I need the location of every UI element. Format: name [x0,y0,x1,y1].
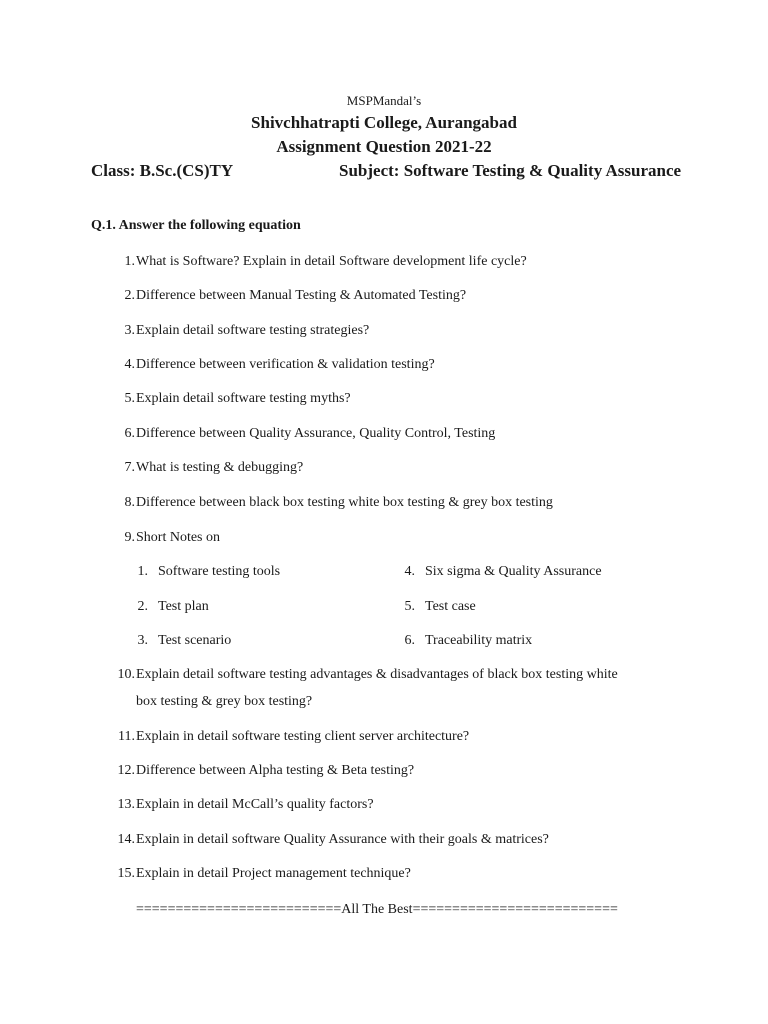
question-number: 10. [117,667,135,682]
short-note-text: Software testing tools [158,564,281,579]
short-note-number: 3. [137,633,148,648]
question-text: Difference between black box testing white box testing & grey box testing [136,495,553,510]
question-text: Difference between verification & validation testing? [136,357,435,372]
short-note-number: 6. [404,633,415,648]
assignment-title: Assignment Question 2021-22 [276,137,492,156]
question-text: Explain in detail Project management technique? [136,866,411,881]
question-number: 9. [124,530,135,545]
question-text: What is Software? Explain in detail Software development life cycle? [136,254,527,269]
question-number: 12. [117,763,135,778]
question-text: Short Notes on [136,530,220,545]
question-number: 8. [124,495,135,510]
short-note-number: 2. [137,599,148,614]
subject-label: Subject: Software Testing & Quality Assurance [339,161,682,180]
question-number: 4. [124,357,135,372]
question-number: 5. [124,391,135,406]
question-number: 3. [124,323,135,338]
class-label: Class: B.Sc.(CS)TY [91,161,234,180]
society-name: MSPMandal’s [346,93,422,108]
short-note-number: 1. [137,564,148,579]
question-number: 6. [124,426,135,441]
question-text: Difference between Quality Assurance, Quality Control, Testing [136,426,496,441]
question-number: 1. [124,254,135,269]
question-text: Difference between Alpha testing & Beta testing? [136,763,415,778]
question-number: 2. [124,288,135,303]
question-number: 7. [124,460,135,475]
question-text: Explain detail software testing advantages & disadvantages of black box testing white [136,667,618,682]
short-note-number: 4. [404,564,415,579]
question-number: 15. [117,866,135,881]
question-number: 11. [118,729,135,744]
question-text-continued: box testing & grey box testing? [136,694,313,709]
question-text: What is testing & debugging? [136,460,304,475]
question-number: 14. [117,832,135,847]
short-note-text: Six sigma & Quality Assurance [425,564,602,579]
short-note-text: Test case [425,599,476,614]
section-title: Q.1. Answer the following equation [91,218,301,233]
college-name: Shivchhatrapti College, Aurangabad [251,113,517,132]
short-note-number: 5. [404,599,415,614]
short-note-text: Traceability matrix [425,633,533,648]
short-note-text: Test plan [158,599,209,614]
closing-line: ==========================All The Best========================== [136,902,618,917]
question-text: Explain in detail McCall’s quality factors? [136,797,374,812]
question-text: Explain in detail software Quality Assurance with their goals & matrices? [136,832,549,847]
short-note-text: Test scenario [158,633,232,648]
question-text: Explain in detail software testing client server architecture? [136,729,470,744]
question-number: 13. [117,797,135,812]
question-text: Difference between Manual Testing & Automated Testing? [136,288,467,303]
question-text: Explain detail software testing myths? [136,391,351,406]
question-text: Explain detail software testing strategies? [136,323,370,338]
